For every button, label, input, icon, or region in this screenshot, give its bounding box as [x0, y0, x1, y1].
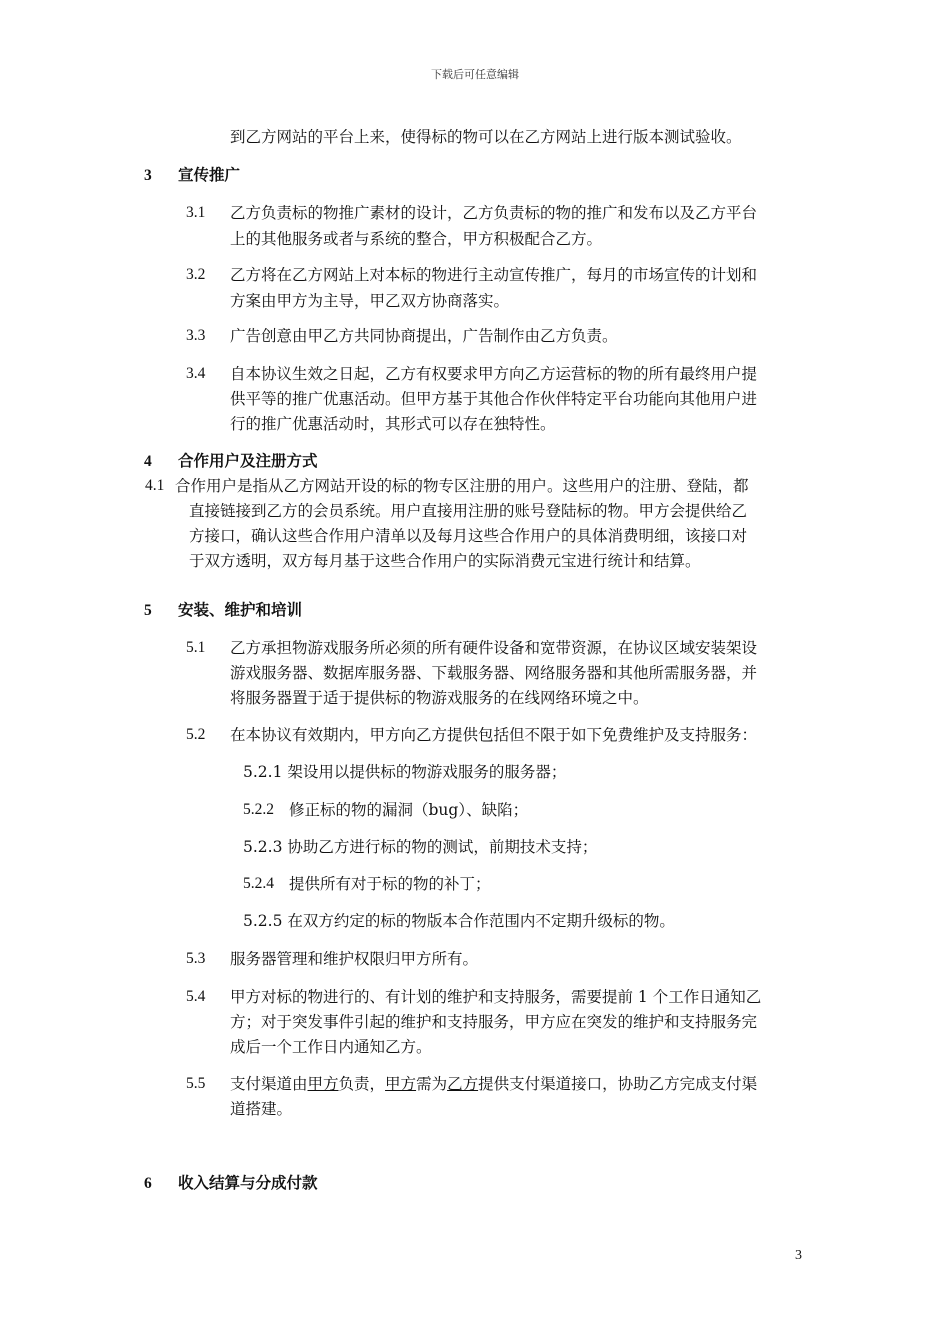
clause-text-line: 将服务器置于适于提供标的物游戏服务的在线网络环境之中。	[230, 689, 649, 707]
clause-number: 3.3	[186, 327, 206, 344]
clause-text-line: 于双方透明，双方每月基于这些合作用户的实际消费元宝进行统计和结算。	[189, 552, 701, 570]
clause-text-line: 自本协议生效之日起，乙方有权要求甲方向乙方运营标的物的所有最终用户提	[230, 365, 758, 383]
section-number: 3	[144, 167, 152, 184]
clause-text-line	[230, 1071, 757, 1097]
section-6-heading	[144, 1170, 318, 1197]
text-run: 负责，	[338, 1075, 386, 1093]
section-5-heading	[144, 597, 302, 624]
section-number: 5	[144, 602, 152, 619]
section-4-heading	[144, 448, 318, 475]
clause-text-line: 游戏服务器、数据库服务器、下载服务器、网络服务器和其他所需服务器，并	[230, 664, 758, 682]
intro-line: 到乙方网站的平台上来，使得标的物可以在乙方网站上进行版本测试验收。	[230, 128, 742, 146]
section-3-heading	[144, 162, 240, 189]
clause-number: 3.4	[186, 365, 206, 382]
clause-number: 5.4	[186, 988, 206, 1005]
clause-text-line: 行的推广优惠活动时，其形式可以存在独特性。	[230, 415, 556, 433]
section-title: 收入结算与分成付款	[178, 1173, 318, 1192]
subclause-number: 5.2.2	[243, 801, 274, 818]
clause-text-line: 直接链接到乙方的会员系统。用户直接用注册的账号登陆标的物。甲方会提供给乙	[189, 502, 748, 520]
clause-number: 5.3	[186, 950, 206, 967]
clause-text-line: 合作用户是指从乙方网站开设的标的物专区注册的用户。这些用户的注册、登陆，都	[175, 477, 749, 495]
clause-text-line: 在本协议有效期内，甲方向乙方提供包括但不限于如下免费维护及支持服务：	[230, 726, 758, 744]
page-header: 下载后可任意编辑	[431, 68, 519, 81]
text-run: 需为	[416, 1075, 448, 1093]
subclause-line: 5.2.3 协助乙方进行标的物的测试，前期技术支持；	[243, 838, 598, 856]
underlined-party: 甲方	[385, 1075, 417, 1093]
page-number: 3	[795, 1248, 802, 1263]
clause-number: 4.1	[145, 477, 165, 494]
clause-text-line: 方案由甲方为主导，甲乙双方协商落实。	[230, 292, 510, 310]
text-run: 提供支付渠道接口，协助乙方完成支付渠	[478, 1075, 758, 1093]
underlined-party: 甲方	[307, 1075, 339, 1093]
clause-text-line: 方接口，确认这些合作用户清单以及每月这些合作用户的具体消费明细，该接口对	[189, 527, 748, 545]
section-title: 安装、维护和培训	[178, 600, 303, 619]
clause-number: 3.2	[186, 266, 206, 283]
clause-number: 5.5	[186, 1075, 206, 1092]
clause-text-line: 广告创意由甲乙方共同协商提出，广告制作由乙方负责。	[230, 327, 618, 345]
subclause-line: 提供所有对于标的物的补丁；	[289, 875, 491, 893]
subclause-line: 修正标的物的漏洞（bug）、缺陷；	[289, 801, 529, 819]
clause-text-line: 供平等的推广优惠活动。但甲方基于其他合作伙伴特定平台功能向其他用户进	[230, 390, 758, 408]
clause-text-line: 方；对于突发事件引起的维护和支持服务，甲方应在突发的维护和支持服务完	[230, 1013, 758, 1031]
text-run: 支付渠道由	[230, 1075, 308, 1093]
section-title: 合作用户及注册方式	[178, 451, 318, 470]
subclause-line: 5.2.5 在双方约定的标的物版本合作范围内不定期升级标的物。	[243, 912, 675, 930]
clause-text-line: 成后一个工作日内通知乙方。	[230, 1038, 432, 1056]
clause-text-line: 服务器管理和维护权限归甲方所有。	[230, 950, 479, 968]
clause-text-line: 道搭建。	[230, 1100, 293, 1118]
clause-text-line: 上的其他服务或者与系统的整合，甲方积极配合乙方。	[230, 230, 603, 248]
clause-text-line: 甲方对标的物进行的、有计划的维护和支持服务，需要提前 1 个工作日通知乙	[230, 988, 762, 1006]
section-title: 宣传推广	[178, 165, 241, 184]
section-number: 6	[144, 1175, 152, 1192]
subclause-line: 5.2.1 架设用以提供标的物游戏服务的服务器；	[243, 763, 567, 781]
section-number: 4	[144, 453, 152, 470]
clause-text-line: 乙方将在乙方网站上对本标的物进行主动宣传推广，每月的市场宣传的计划和	[230, 266, 758, 284]
subclause-number: 5.2.4	[243, 875, 274, 892]
clause-text-line: 乙方负责标的物推广素材的设计，乙方负责标的物的推广和发布以及乙方平台	[230, 204, 758, 222]
clause-number: 3.1	[186, 204, 206, 221]
clause-number: 5.1	[186, 639, 206, 656]
clause-number: 5.2	[186, 726, 206, 743]
clause-text-line: 乙方承担物游戏服务所必须的所有硬件设备和宽带资源，在协议区域安装架设	[230, 639, 758, 657]
underlined-party: 乙方	[447, 1075, 479, 1093]
